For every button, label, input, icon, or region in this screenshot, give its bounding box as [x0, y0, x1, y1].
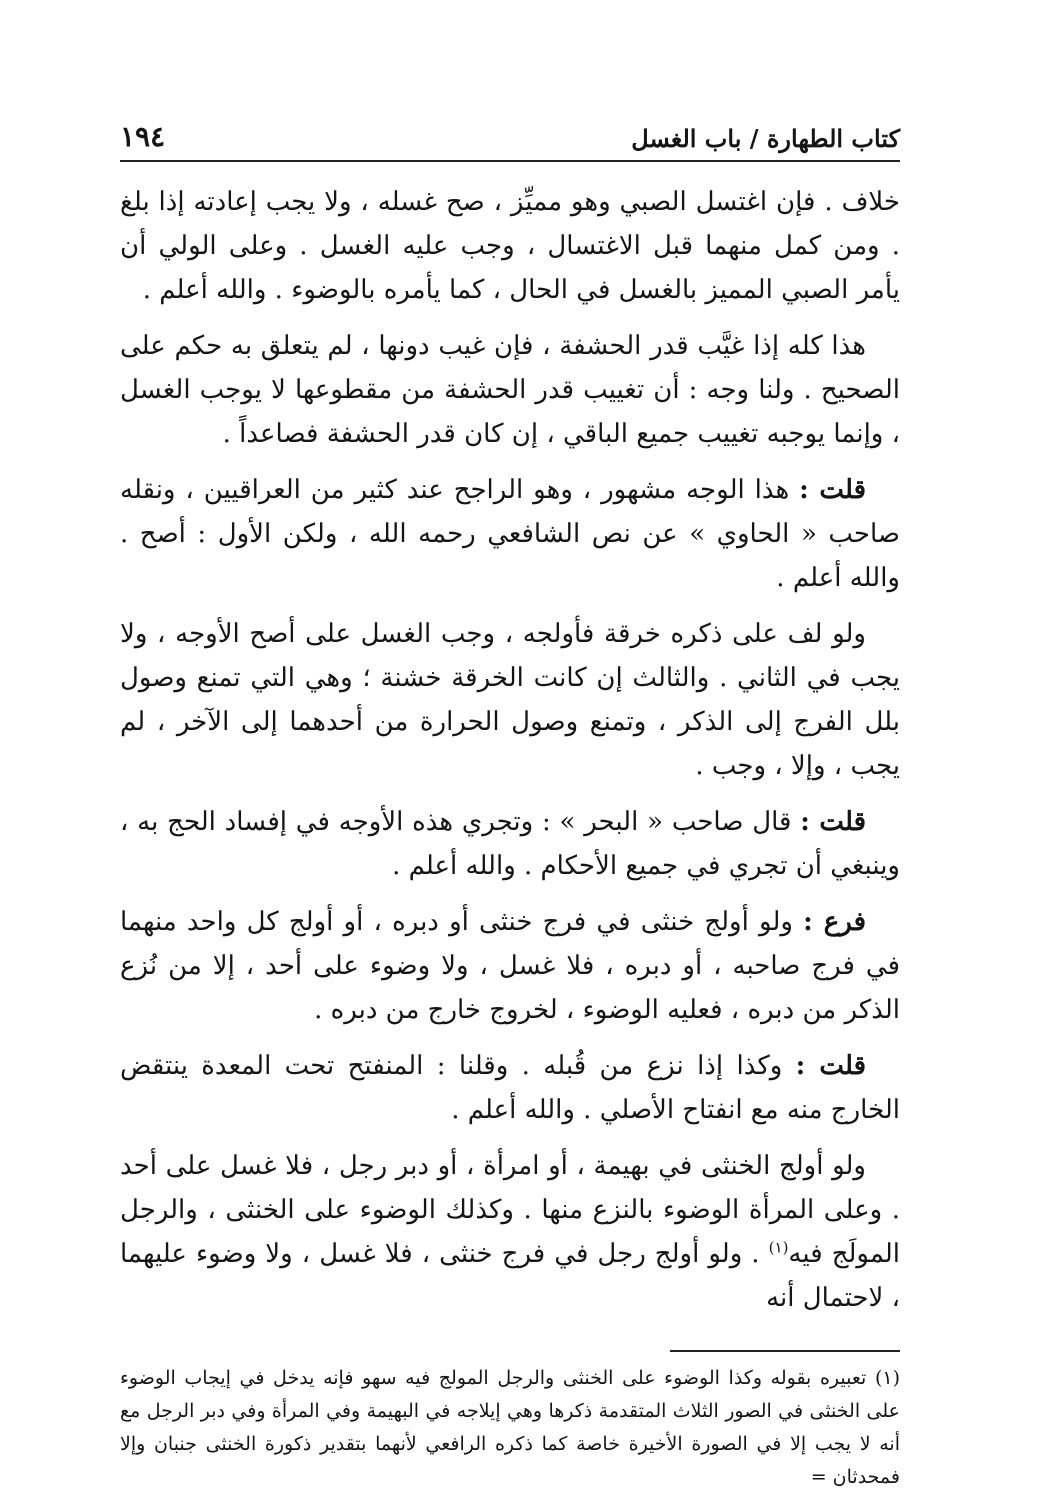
paragraph-text: ولو أولج الخنثى في بهيمة ، أو امرأة ، أو دبر رجل ، فلا غسل على أحد . وعلى المرأة الوضوء بالنزع منها . وكذلك الوضوء على الخنثى ، والرجل المولَج فيه	[120, 1151, 901, 1269]
paragraph-lead: قلت :	[799, 475, 866, 505]
footnote-divider	[670, 1350, 900, 1352]
main-text	[120, 180, 900, 1320]
paragraph-text: هذا كله إذا غيَّب قدر الحشفة ، فإن غيب دونها ، لم يتعلق به حكم على الصحيح . ولنا وجه : أن تغييب قدر الحشفة من مقطوعها لا يوجب الغسل ، وإنما يوجبه تغييب جميع الباقي ، إن كان قدر الحشفة فصاعداً .	[120, 331, 900, 449]
paragraph-lead: قلت :	[800, 807, 866, 837]
paragraph-8	[120, 1144, 900, 1320]
footnote	[120, 1362, 900, 1494]
paragraph-text-continued: . ولو أولج رجل في فرج خنثى ، فلا غسل ، ولا وضوء عليهما ، لاحتمال أنه	[120, 1239, 900, 1313]
paragraph-1	[120, 180, 900, 312]
paragraph-2	[120, 324, 900, 456]
paragraph-text: ولو لف على ذكره خرقة فأولجه ، وجب الغسل على أصح الأوجه ، ولا يجب في الثاني . والثالث إن كانت الخرقة خشنة ؛ وهي التي تمنع وصول بلل الفرج إلى الذكر ، وتمنع وصول الحرارة من أحدهما إلى الآخر ، لم يجب ، وإلا ، وجب .	[120, 619, 900, 781]
paragraph-6	[120, 900, 900, 1032]
paragraph-text: قال صاحب « البحر » : وتجري هذه الأوجه في إفساد الحج به ، وينبغي أن تجري في جميع الأحكام . والله أعلم .	[120, 807, 900, 881]
paragraph-lead: قلت :	[795, 1051, 867, 1081]
page-header	[120, 118, 900, 162]
paragraph-4	[120, 612, 900, 788]
paragraph-text: هذا الوجه مشهور ، وهو الراجح عند كثير من العراقيين ، ونقله صاحب « الحاوي » عن نص الشافعي رحمه الله ، ولكن الأول : أصح . والله أعلم .	[120, 475, 900, 593]
paragraph-5	[120, 800, 900, 888]
paragraph-3	[120, 468, 900, 600]
paragraph-text: وكذا إذا نزع من قُبله . وقلنا : المنفتح تحت المعدة ينتقض الخارج منه مع انفتاح الأصلي . والله أعلم .	[120, 1051, 900, 1125]
page-number: ١٩٤	[120, 120, 166, 153]
paragraph-text: ولو أولج خنثى في فرج خنثى أو دبره ، أو أولج كل واحد منهما في فرج صاحبه ، أو دبره ، فلا غسل ، ولا وضوء على أحد ، إلا من نُزع الذكر من دبره ، فعليه الوضوء ، لخروج خارج من دبره .	[120, 907, 900, 1025]
paragraph-text: خلاف . فإن اغتسل الصبي وهو مميِّز ، صح غسله ، ولا يجب إعادته إذا بلغ . ومن كمل منهما قبل الاغتسال ، وجب عليه الغسل . وعلى الولي أن يأمر الصبي المميز بالغسل في الحال ، كما يأمره بالوضوء . والله أعلم .	[120, 187, 900, 305]
paragraph-7	[120, 1044, 900, 1132]
footnote-text: (١) تعبيره بقوله وكذا الوضوء على الخنثى والرجل المولج فيه سهو فإنه يدخل في إيجاب الوضوء على الخنثى في الصور الثلاث المتقدمة ذكرها وهي إيلاجه في البهيمة وفي المرأة وفي دبر الرجل مع أنه لا يجب إلا في الصورة الأخيرة خاصة كما ذكره الرافعي لأنهما بتقدير ذكورة الخنثى جنبان وإلا فمحدثان =	[120, 1367, 900, 1488]
book-page	[120, 118, 900, 1494]
running-title: كتاب الطهارة / باب الغسل	[631, 124, 900, 153]
footnote-marker[interactable]: (١)	[768, 1238, 789, 1257]
paragraph-lead: فرع :	[803, 907, 867, 937]
